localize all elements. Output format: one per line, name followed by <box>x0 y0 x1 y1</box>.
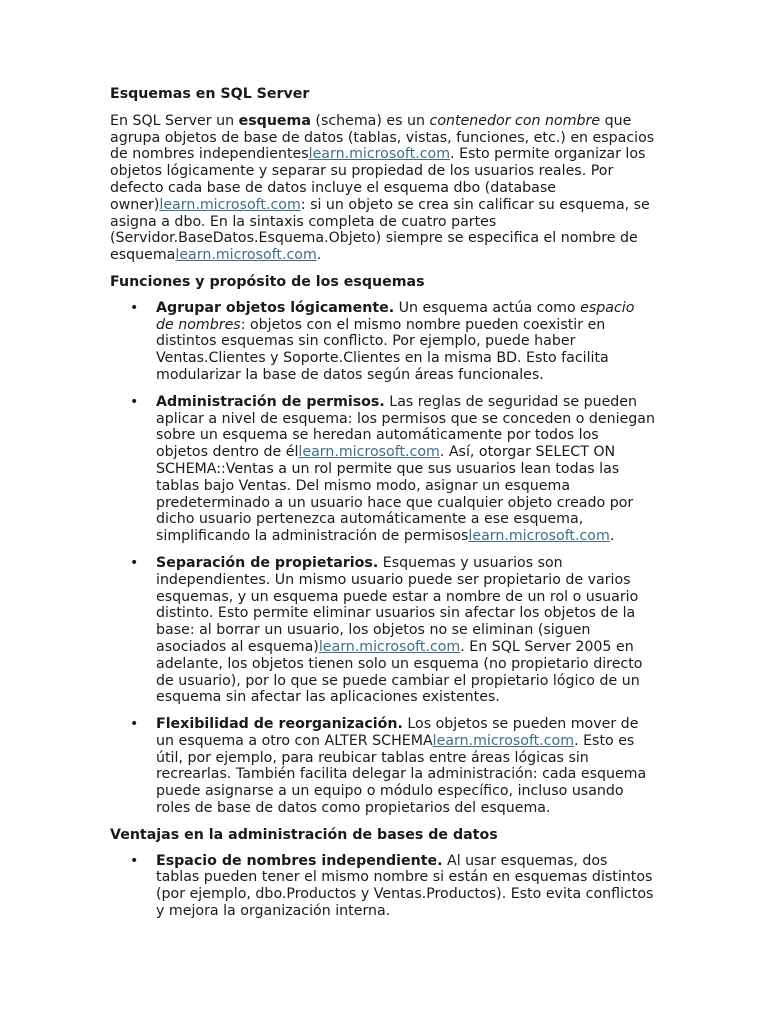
intro-bold-esquema: esquema <box>238 112 311 129</box>
item-text: Un esquema actúa como <box>394 299 581 316</box>
item-reference-link[interactable]: learn.microsoft.com <box>298 444 440 461</box>
section-heading-funciones: Funciones y propósito de los esquemas <box>110 273 425 290</box>
item-italic: espacio de nombres <box>156 299 635 333</box>
item-bold-label: Espacio de nombres independiente. <box>156 852 443 869</box>
item-text: Esquemas y usuarios son independientes. Un mismo usuario puede ser propietario de varios esquemas, y un esquema puede estar a nombre de un rol o usuario distinto. Esto permite eliminar usuarios sin afectar los objetos de la base: al borrar un usuario, los objetos no se eliminan (siguen asociados al esquema) <box>156 554 639 655</box>
intro-reference-link-2[interactable]: learn.microsoft.com <box>159 196 301 213</box>
item-text: Los objetos se pueden mover de un esquema a otro con ALTER SCHEMA <box>156 716 639 749</box>
intro-reference-link-3[interactable]: learn.microsoft.com <box>175 247 317 264</box>
section-heading-ventajas: Ventajas en la administración de bases de datos <box>110 826 498 843</box>
item-reference-link[interactable]: learn.microsoft.com <box>318 638 461 655</box>
intro-paragraph <box>110 113 655 264</box>
item-bold-label: Administración de permisos. <box>156 393 385 410</box>
document-title: Esquemas en SQL Server <box>110 86 310 102</box>
list-item-espacio-nombres <box>110 853 655 920</box>
intro-text-1: En SQL Server un <box>110 112 239 129</box>
item-text: . <box>609 528 615 545</box>
item-bold-label: Agrupar objetos lógicamente. <box>156 299 395 316</box>
item-text: Las reglas de seguridad se pueden aplicar a nivel de esquema: los permisos que se conceden o deniegan sobre un esquema se heredan automáticamente por todos los objetos dentro de él <box>156 393 655 461</box>
item-reference-link[interactable]: learn.microsoft.com <box>468 528 610 545</box>
intro-text-6: . <box>316 247 322 264</box>
intro-text-5: : si un objeto se crea sin calificar su esquema, se asigna a dbo. En la sintaxis completa de cuatro partes (Servidor.BaseDatos.Esquema.Objeto) siempre se especifica el nombre de esquema <box>110 196 650 264</box>
item-text: : objetos con el mismo nombre pueden coexistir en distintos esquemas sin conflicto. Por ejemplo, puede haber Ventas.Clientes y Soporte.Clientes en la misma BD. Esto facilita modularizar la base de datos según áreas funcionales. <box>156 316 609 383</box>
item-reference-link[interactable]: learn.microsoft.com <box>432 732 575 749</box>
intro-italic-contenedor: contenedor con nombre <box>429 112 601 129</box>
intro-text-3: que agrupa objetos de base de datos (tablas, vistas, funciones, etc.) en espacios de nombres independientes <box>110 112 655 163</box>
list-item-propietarios <box>110 555 655 706</box>
item-text: Al usar esquemas, dos tablas pueden tener el mismo nombre si están en esquemas distintos (por ejemplo, dbo.Productos y Ventas.Productos). Esto evita conflictos y mejora la organización interna. <box>156 852 654 920</box>
item-bold-label: Separación de propietarios. <box>156 554 379 571</box>
intro-text-2: (schema) es un <box>310 112 430 129</box>
list-item-permisos <box>110 394 655 545</box>
item-text: . En SQL Server 2005 en adelante, los objetos tienen solo un esquema (no propietario directo de usuario), por lo que se puede cambiar el propietario lógico de un esquema sin afectar las aplicaciones existentes. <box>156 638 643 706</box>
advantages-list <box>110 853 655 920</box>
functions-list <box>110 300 655 817</box>
document-page <box>110 86 655 928</box>
list-item-reorganizacion <box>110 716 655 817</box>
item-text: . Esto es útil, por ejemplo, para reubicar tablas entre áreas lógicas sin recrearlas. También facilita delegar la administración: cada esquema puede asignarse a un equipo o módulo específico, incluso usando roles de base de datos como propietarios del esquema. <box>156 732 647 817</box>
item-text: . Así, otorgar SELECT ON SCHEMA::Ventas a un rol permite que sus usuarios lean todas las tablas bajo Ventas. Del mismo modo, asignar un esquema predeterminado a un usuario hace que cualquier objeto creado por dicho usuario pertenezca automáticamente a ese esquema, simplificando la administración de permisos <box>156 444 634 545</box>
list-item-agrupar <box>110 300 655 384</box>
intro-text-4: . Esto permite organizar los objetos lógicamente y separar su propiedad de los usuarios reales. Por defecto cada base de datos incluye el esquema dbo (database owner) <box>110 146 646 213</box>
item-bold-label: Flexibilidad de reorganización. <box>156 716 403 733</box>
intro-reference-link-1[interactable]: learn.microsoft.com <box>308 146 451 163</box>
